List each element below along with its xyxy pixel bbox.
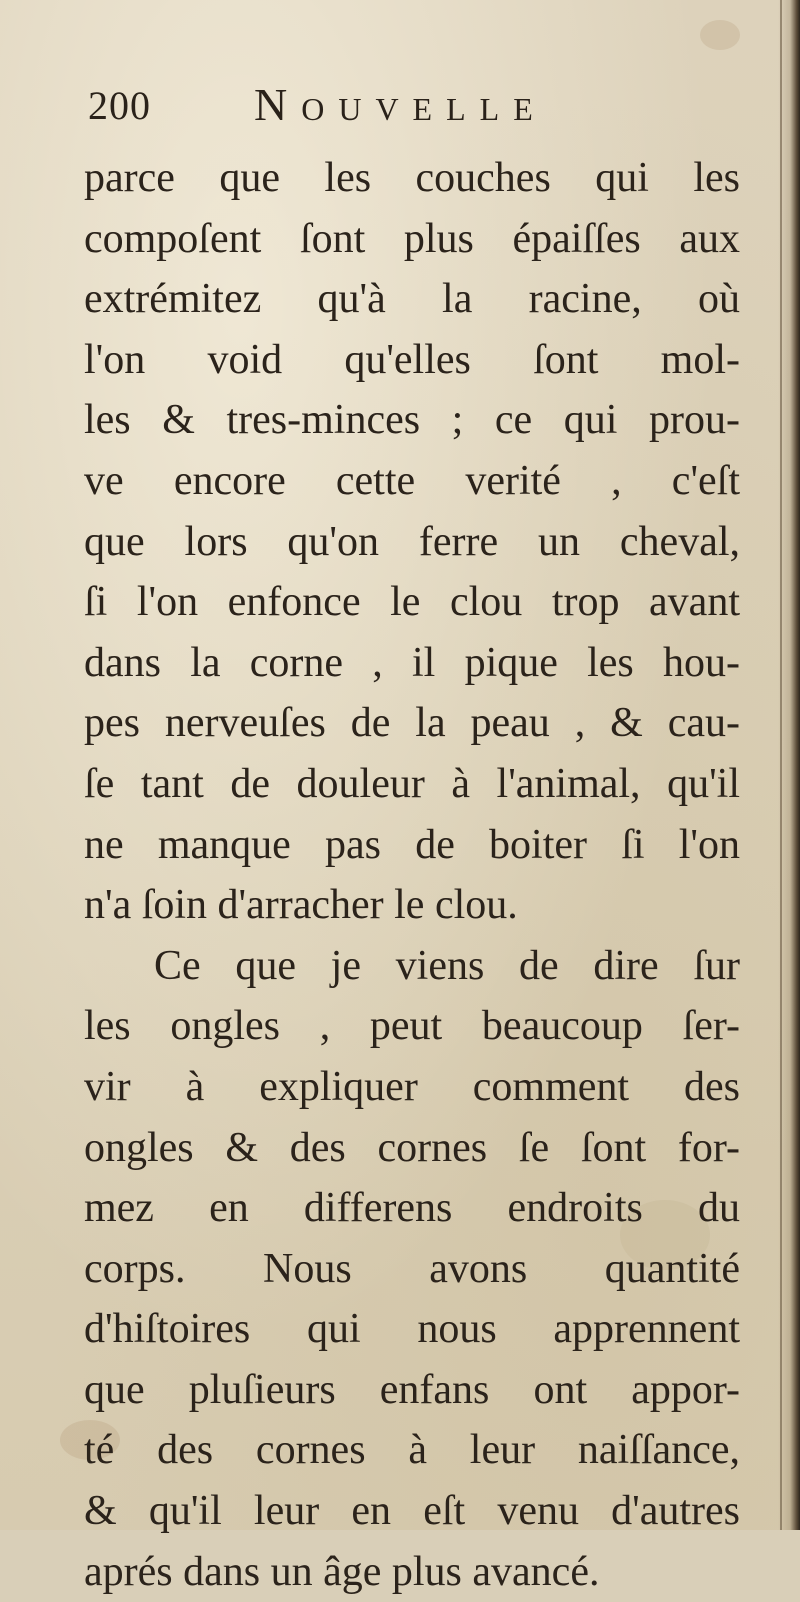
text-line: ne manque pas de boiter ſi l'on (84, 821, 740, 868)
text-line: d'hiſtoires qui nous apprennent (84, 1306, 740, 1353)
text-line: ſe tant de douleur à l'animal, qu'il (84, 760, 740, 807)
page-header (88, 72, 748, 136)
text-line: mez en differens endroits du (84, 1185, 740, 1232)
text-line: pes nerveuſes de la peau , & cau- (84, 700, 740, 747)
text-line: aprés dans un âge plus avancé. (84, 1548, 600, 1595)
text-line: compoſent ſont plus épaiſſes aux (84, 215, 740, 262)
text-line: extrémitez qu'à la racine, où (84, 276, 740, 323)
text-line: les ongles , peut beaucoup ſer- (84, 1003, 740, 1050)
text-line: corps. Nous avons quantité (84, 1245, 740, 1292)
body-text (84, 148, 740, 1602)
text-line: les & tres-minces ; ce qui prou- (84, 397, 740, 444)
text-line: que pluſieurs enfans ont appor- (84, 1366, 740, 1413)
text-line: té des cornes à leur naiſſance, (84, 1427, 740, 1474)
paragraph-2 (84, 936, 740, 1602)
paper-stain (700, 20, 740, 50)
page-number: 200 (88, 83, 151, 128)
text-line: parce que les couches qui les (84, 155, 740, 201)
text-line: ve encore cette verité , c'eſt (84, 457, 740, 504)
text-line: ſi l'on enfonce le clou trop avant (84, 579, 740, 626)
text-line: ongles & des cornes ſe ſont for- (84, 1124, 740, 1171)
text-line: n'a ſoin d'arracher le clou. (84, 882, 518, 929)
text-line: que lors qu'on ferre un cheval, (84, 518, 740, 565)
text-line: vir à expliquer comment des (84, 1063, 740, 1110)
text-line: dans la corne , il pique les hou- (84, 639, 740, 686)
running-head: Nouvelle (254, 79, 547, 130)
text-line: Ce que je viens de dire ſur (154, 942, 740, 989)
page-edge (780, 0, 782, 1530)
paragraph-1 (84, 148, 740, 936)
text-line: & qu'il leur en eſt venu d'autres (84, 1488, 740, 1535)
text-line: l'on void qu'elles ſont mol- (84, 336, 740, 383)
